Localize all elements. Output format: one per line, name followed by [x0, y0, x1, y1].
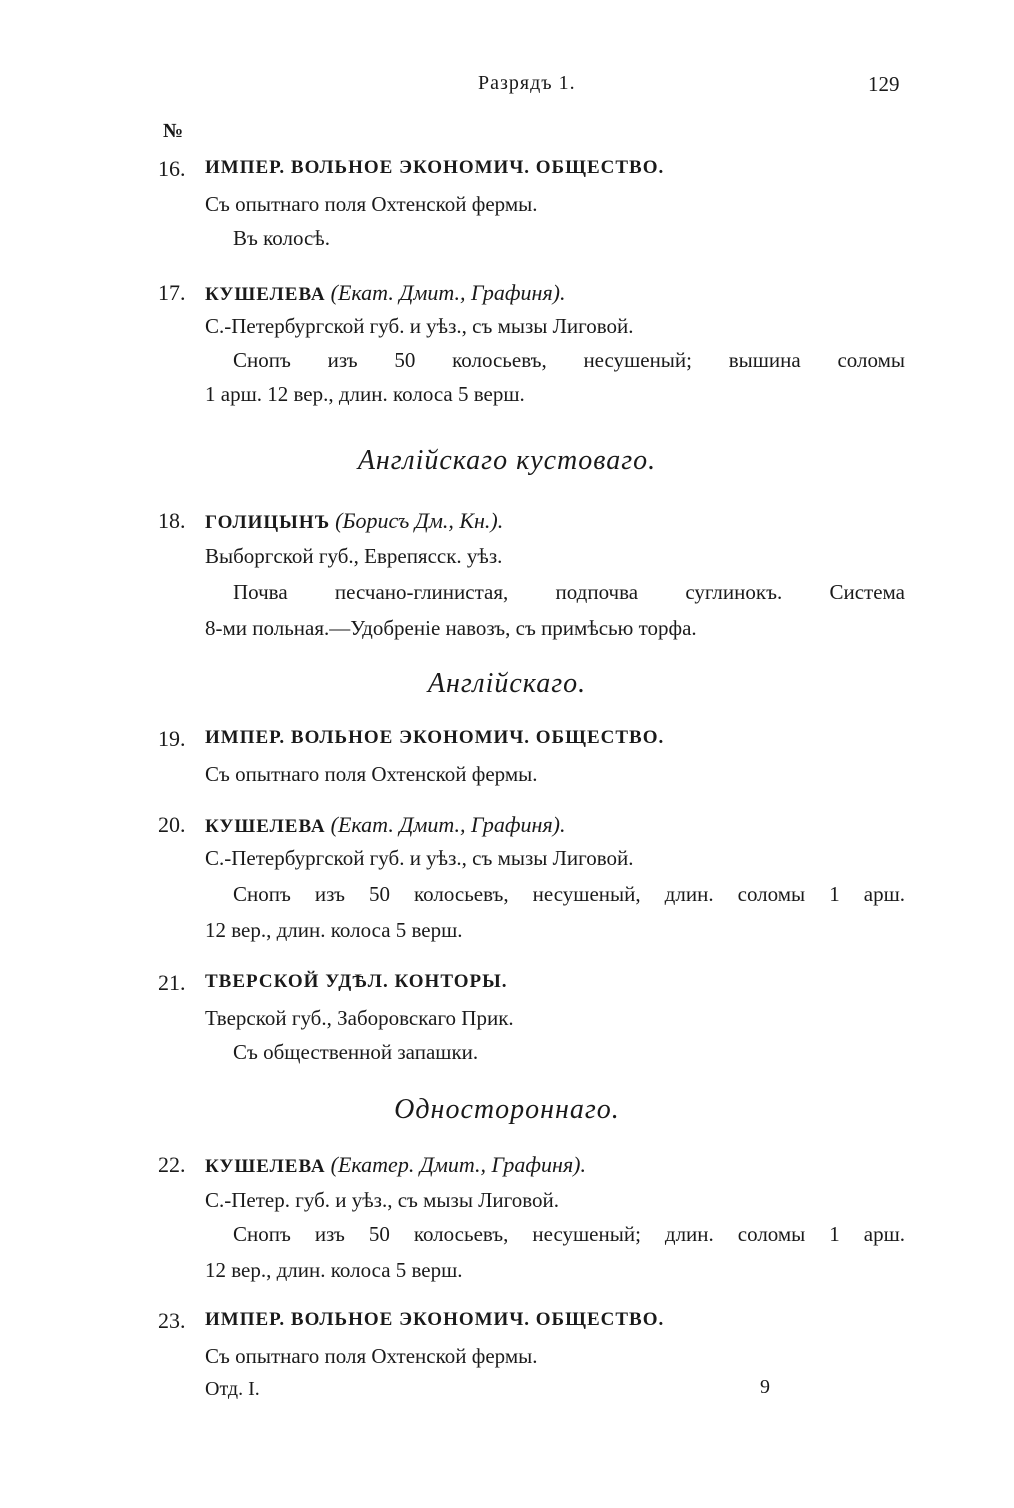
entry-line: С.-Петербургской губ. и уѣз., съ мызы Лиговой. [205, 314, 634, 338]
sheet-number: 9 [760, 1376, 770, 1398]
entry-line: Выборгской губ., Еврепясск. уѣз. [205, 544, 503, 568]
section-heading: Одностороннаго. [394, 1094, 620, 1125]
exhibitor-name: ТВЕРСКОЙ УДѢЛ. КОНТОРЫ. [205, 971, 508, 992]
entry-number: 23. [158, 1308, 186, 1333]
exhibitor-name: ИМПЕР. ВОЛЬНОЕ ЭКОНОМИЧ. ОБЩЕСТВО. [205, 157, 665, 178]
exhibitor-name: КУШЕЛЕВА [205, 1156, 326, 1177]
entry-line: Снопъ изъ 50 колосьевъ, несушеный; вышина соломы [233, 348, 905, 372]
entry-line: Съ опытнаго поля Охтенской фермы. [205, 1344, 538, 1368]
entry-number: 19. [158, 726, 186, 751]
section-heading: Англійскаго. [427, 668, 587, 699]
entry-line: Въ колосѣ. [233, 226, 330, 250]
exhibitor-name: ИМПЕР. ВОЛЬНОЕ ЭКОНОМИЧ. ОБЩЕСТВО. [205, 1309, 665, 1330]
page-number: 129 [868, 72, 900, 96]
exhibitor-name: ГОЛИЦЫНЪ [205, 512, 331, 533]
exhibitor-details: (Екатер. Дмит., Графиня). [330, 1152, 586, 1177]
exhibitor-name: КУШЕЛЕВА [205, 284, 326, 305]
entry-number: 20. [158, 812, 186, 837]
exhibitor-details: (Борисъ Дм., Кн.). [335, 508, 504, 533]
entry-line: 12 вер., длин. колоса 5 верш. [205, 1258, 463, 1282]
exhibitor-name: ИМПЕР. ВОЛЬНОЕ ЭКОНОМИЧ. ОБЩЕСТВО. [205, 727, 665, 748]
entry-number: 22. [158, 1152, 186, 1177]
entry-heading [205, 1152, 586, 1178]
entry-heading [205, 508, 503, 534]
exhibitor-details: (Екат. Дмит., Графиня). [330, 812, 566, 837]
entry-line: Снопъ изъ 50 колосьевъ, несушеный, длин. соломы 1 арш. [233, 882, 905, 906]
entry-line: Съ общественной запашки. [233, 1040, 479, 1064]
entry-line: Съ опытнаго поля Охтенской фермы. [205, 762, 538, 786]
entry-line: Почва песчано-глинистая, подпочва суглинокъ. Система [233, 580, 905, 604]
entry-line: 1 арш. 12 вер., длин. колоса 5 верш. [205, 382, 525, 406]
signature-mark: Отд. I. [205, 1378, 260, 1400]
running-head [0, 72, 1014, 102]
running-title: Разрядъ 1. [478, 72, 576, 94]
entry-heading [205, 970, 508, 993]
exhibitor-details: (Екат. Дмит., Графиня). [330, 280, 566, 305]
entry-line: 12 вер., длин. колоса 5 верш. [205, 918, 463, 942]
entry-line: 8-ми польная.—Удобреніе навозъ, съ примѣсью торфа. [205, 616, 697, 640]
numero-sign: № [163, 120, 184, 142]
entry-heading [205, 156, 664, 179]
exhibitor-name: КУШЕЛЕВА [205, 816, 326, 837]
entry-heading [205, 812, 566, 838]
entry-line: С.-Петер. губ. и уѣз., съ мызы Лиговой. [205, 1188, 560, 1212]
section-heading: Англійскаго кустоваго. [357, 445, 657, 476]
entry-line: С.-Петербургской губ. и уѣз., съ мызы Лиговой. [205, 846, 634, 870]
entry-line: Съ опытнаго поля Охтенской фермы. [205, 192, 538, 216]
entry-number: 21. [158, 970, 186, 995]
entry-number: 16. [158, 156, 186, 181]
entry-number: 18. [158, 508, 186, 533]
entry-line: Тверской губ., Заборовскаго Прик. [205, 1006, 514, 1030]
entry-number: 17. [158, 280, 186, 305]
entry-line: Снопъ изъ 50 колосьевъ, несушеный; длин. соломы 1 арш. [233, 1222, 905, 1246]
entry-heading [205, 280, 566, 306]
entry-heading [205, 1308, 664, 1331]
entry-heading [205, 726, 664, 749]
